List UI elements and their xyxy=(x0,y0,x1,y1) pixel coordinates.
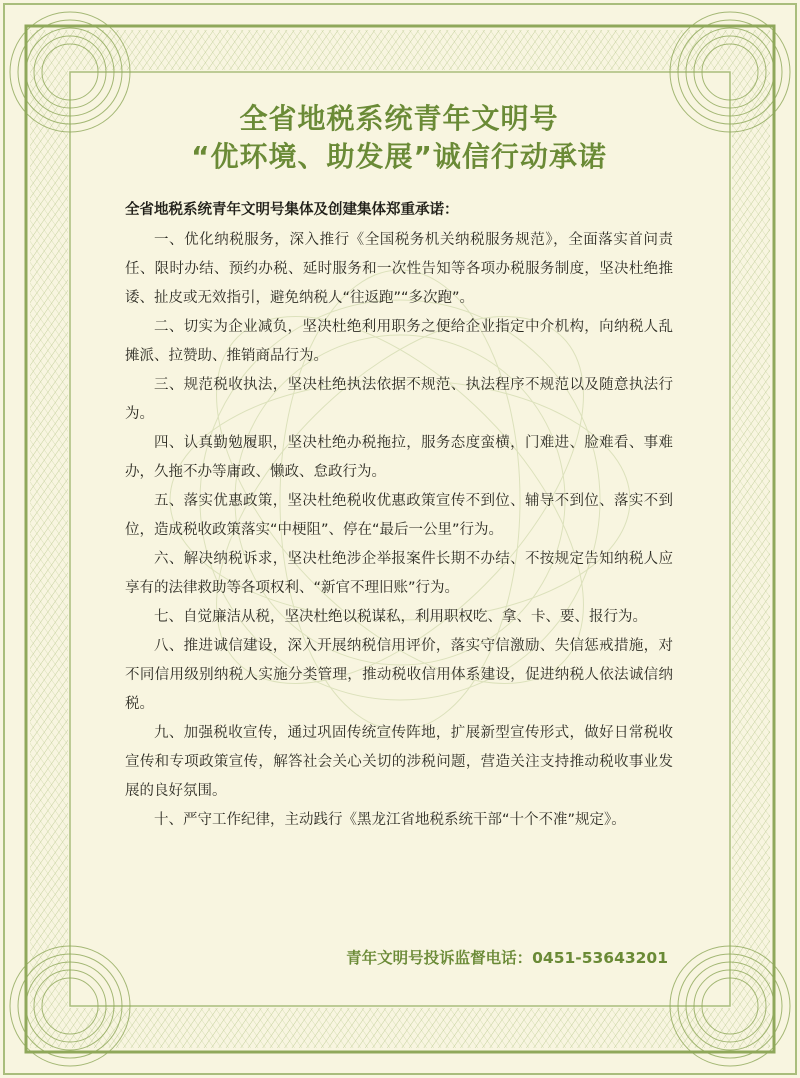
pledge-item-7: 七、自觉廉洁从税，坚决杜绝以税谋私，利用职权吃、拿、卡、要、报行为。 xyxy=(154,609,647,625)
pledge-item-6: 六、解决纳税诉求，坚决杜绝涉企举报案件长期不办结、不按规定告知纳税人应享有的法律救助等各项权利、“新官不理旧账”行为。 xyxy=(125,551,673,596)
pledge-item-1: 一、优化纳税服务，深入推行《全国税务机关纳税服务规范》，全面落实首问责任、限时办结、预约办税、延时服务和一次性告知等各项办税服务制度，坚决杜绝推诿、扯皮或无效指引，避免纳税人“往返跑”“多次跑”。 xyxy=(125,232,673,306)
pledge-item-9: 九、加强税收宣传，通过巩固传统宣传阵地，扩展新型宣传形式，做好日常税收宣传和专项政策宣传，解答社会关心关切的涉税问题，营造关注支持推动税收事业发展的良好氛围。 xyxy=(125,725,673,799)
pledge-lead: 全省地税系统青年文明号集体及创建集体郑重承诺： xyxy=(125,202,459,218)
title-line-2: “优环境、助发展”诚信行动承诺 xyxy=(191,140,607,173)
pledge-item-3: 三、规范税收执法，坚决杜绝执法依据不规范、执法程序不规范以及随意执法行为。 xyxy=(125,377,673,422)
pledge-item-2: 二、切实为企业减负，坚决杜绝利用职务之便给企业指定中介机构，向纳税人乱摊派、拉赞助、推销商品行为。 xyxy=(125,319,673,364)
title-block xyxy=(125,100,673,176)
title-line-1: 全省地税系统青年文明号 xyxy=(239,102,559,135)
pledge-item-10: 十、严守工作纪律，主动践行《黑龙江省地税系统干部“十个不准”规定》。 xyxy=(154,812,626,828)
pledge-item-5: 五、落实优惠政策，坚决杜绝税收优惠政策宣传不到位、辅导不到位、落实不到位，造成税收政策落实“中梗阻”、停在“最后一公里”行为。 xyxy=(125,493,673,538)
complaint-hotline: 青年文明号投诉监督电话：0451-53643201 xyxy=(346,949,668,967)
pledge-item-8: 八、推进诚信建设，深入开展纳税信用评价，落实守信激励、失信惩戒措施，对不同信用级别纳税人实施分类管理，推动税收信用体系建设，促进纳税人依法诚信纳税。 xyxy=(125,638,673,712)
certificate-content xyxy=(125,100,673,835)
pledge-item-4: 四、认真勤勉履职，坚决杜绝办税拖拉，服务态度蛮横，门难进、脸难看、事难办，久拖不办等庸政、懒政、怠政行为。 xyxy=(125,435,673,480)
